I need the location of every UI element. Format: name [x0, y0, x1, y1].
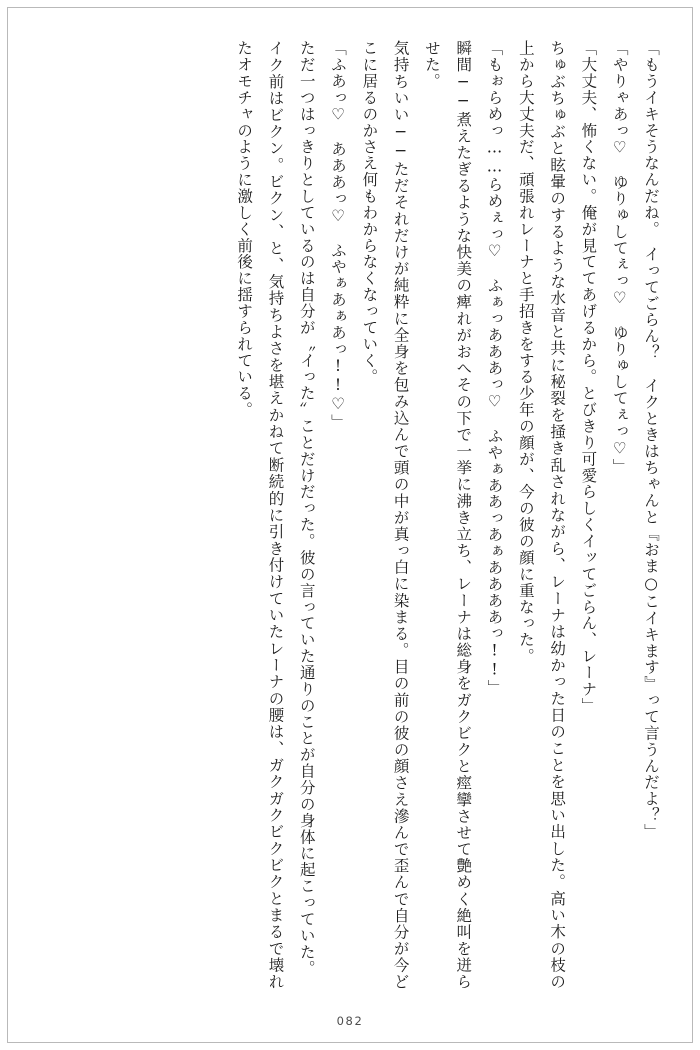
paragraph: 「大丈夫、怖くない。俺が見ててあげるから。とびきり可愛らしくイッてごらん、レーナ」 — [579, 40, 598, 714]
paragraph: ただ一つはっきりとしているのは自分が〝イった〟ことだけだった。彼の言っていた通りのことが自分の身体に起こっていた。 — [297, 40, 316, 977]
paragraph: 気持ちいい──ただそれだけが純粋に全身を包み込んで頭の中が真っ白に染まる。目の前の彼の顔さえ滲んで歪んで自分が今どこに居るのかさえ何もわからなくなっていく。 — [360, 40, 410, 990]
paragraph: 瞬間──煮えたぎるような快美の痺れがおへその下で一挙に沸き立ち、レーナは総身をガクビクと痙攣させて艶めく絶叫を迸らせた。 — [422, 40, 473, 990]
paragraph: ちゅぶちゅぶと眩暈のするような水音と共に秘裂を掻き乱されながら、レーナは幼かった日のことを思い出した。高い木の枝の上から大丈夫だ、頑張れレーナと手招きをする少年の顔が、今の彼の顔に重なった。 — [516, 40, 567, 990]
paragraph: 「ふあっ♡ あああっ♡ ふやぁあぁあっ!!♡」 — [329, 40, 348, 431]
paragraph: 「やりゃあっ♡ ゆりゅしてぇっ♡ ゆりゅしてぇっ♡」 — [610, 40, 629, 475]
paragraph: イク前はビクン。ビクン、と、気持ちよさを堪えかねて断続的に引き付けていたレーナの腰は、ガクガクビクビクとまるで壊れたオモチャのように激しく前後に揺すられている。 — [235, 40, 285, 990]
paragraph: 「もうイキそうなんだね。 イってごらん？ イクときはちゃんと『おま○こイキます』って言うんだよ？」 — [642, 40, 660, 840]
page-number: 082 — [336, 1014, 364, 1028]
page-body-text — [34, 40, 666, 990]
paragraph: 「もぉらめっ……らめぇっ♡ ふぁっあああっ♡ ふやぁああっあぁああああっ!!」 — [485, 40, 504, 696]
